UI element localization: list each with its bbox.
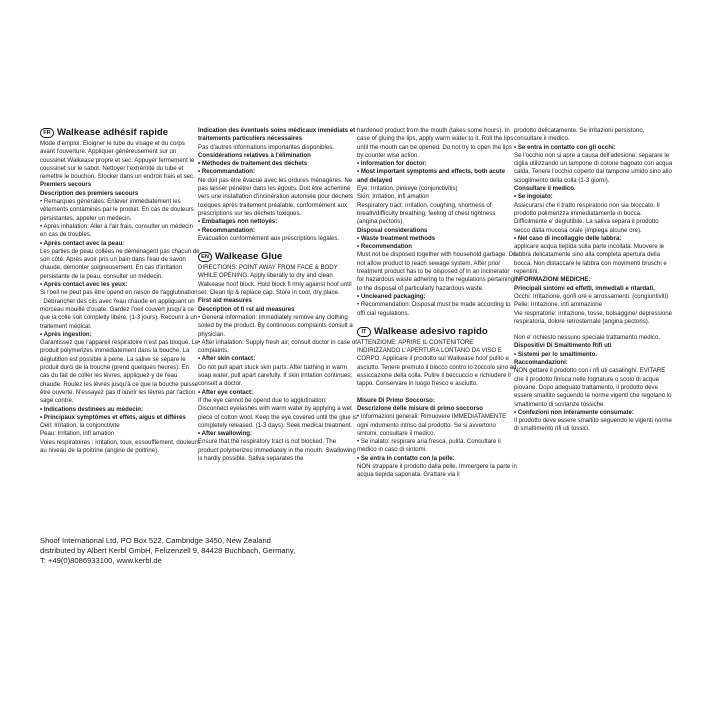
column-second [198, 127, 358, 463]
footer-line: Shoof International Ltd, PO Box 522, Cambridge 3450, New Zealand [40, 536, 271, 545]
en-heading: • Information for doctor: [357, 160, 427, 168]
fr-heading: Description des premiers secours [40, 189, 139, 197]
fr-text: Les parties de peau collées ne déménagent pas chacun de son côté. Après avoir pris un bain dans l'eau de savon chaude, démonter soigneusement. En cas d'irritation persistante de la peau, consulter un médecin. [40, 247, 200, 280]
it-heading: • Sistemi per lo smaltimento. [514, 350, 598, 358]
en-heading: Disposal considerations [357, 226, 428, 234]
language-badge-it: IT [357, 327, 371, 337]
it-heading: Misure Di Primo Soccorso: [357, 396, 435, 404]
footer-line: distributed by Albert Kerbl GmbH, Felizenzell 9, 84428 Buchbach, Germany, [40, 546, 296, 555]
en-text: Ensure that the respiratory tract is not blocked. The product polymerizes immediately in the mouth. Swallowing is hardly possible. Saliva separates the [198, 438, 356, 462]
it-heading: INFORMAZIONI MEDICHE: [514, 276, 591, 284]
en-heading: • After eye contact: [198, 388, 254, 396]
en-heading: • After swallowing: [198, 430, 253, 438]
it-text: NON strappare il prodotto dalla pelle. Immergere la parte in acqua tiepida saponata. Grattare via il [357, 462, 517, 479]
it-text: applicare acqua tiepida sulla parte incollata. Muovere le labbra delicatamente sino alla completa apertura della bocca. Non distaccare le labbra con movimenti bruschi e repentini. [514, 243, 667, 276]
fr-text: Evacuation conformément aux prescriptions légales. [198, 234, 340, 242]
fr-heading: • Après contact avec la peau: [40, 239, 125, 247]
it-heading: Raccomandazioni: [514, 359, 568, 367]
fr-text: Voies respiratoires : irritation, toux, essoufflement, douleurs au niveau de la poitrine (angine de poitrine). [40, 438, 200, 454]
en-heading: • After skin contact: [198, 355, 256, 363]
italian-title-text: Walkease adesivo rapido [374, 325, 488, 337]
en-text: If the eye cannot be opend due to agglutination: Disconnect eyelashes with warm water by applying a wet piece of cotton wool. Keep the eye covered until the glue is completely released. (1-3 days). Seek medical treatment. [198, 396, 357, 429]
fr-heading: • Principaux symptômes et effets, aigus et différés [40, 413, 186, 421]
column-french [40, 127, 200, 455]
fr-text: • Après inhalation: Aller à l'air frais, consulter un médecin en cas de troubles. [40, 222, 194, 239]
it-text: Vie respiratorie: irritazione, tosse, bolsaggine/ depressione respiratoria, dolore retrosternale (angina pectoris). [514, 309, 673, 325]
fr-heading: • Après contact avec les yeux: [40, 281, 128, 289]
en-heading: Description of fi rst aid measures [198, 305, 295, 313]
en-heading: • Uncleaned packaging: [357, 292, 426, 300]
en-heading: • Waste treatment methods [357, 234, 436, 242]
french-title [40, 127, 200, 139]
french-title-text: Walkease adhésif rapide [57, 127, 169, 138]
language-badge-en: EN [198, 252, 212, 262]
fr-text: Oeil: Irritation, la conjonctivite [40, 422, 120, 430]
it-heading: Descrizione delle misure di primo soccorso [357, 404, 483, 412]
it-heading: • Se ingoiato: [514, 193, 553, 201]
it-heading: • Se entra in contatto con gli occhi: [514, 143, 616, 151]
it-heading: • Se entra in contatto con la pelle: [357, 454, 455, 462]
it-heading: Consultare il medico. [514, 185, 576, 193]
en-text: • Recommendation: Disposal must be made according to offi cial regulations. [357, 301, 511, 317]
it-text: • Informazioni generali: Rimuovere IMMEDIATAMENTE ogni indumento intriso dal prodotto. Se si avvertono sintomi, consultare il medico. [357, 413, 507, 437]
en-text: • General information: Immediately remove any clothing soiled by the product. By continuous complaints consult a physician. [198, 313, 353, 338]
fr-directions: Mode d'emploi: Eloigner le tube du visage et du corps avant l'ouverture. Appliquer généreusement sur un coussinet Walkease propre et sec. Appuyer fermement le coussinet sur le sabot. Nettoyer l'extrémité du tube et remettre le bouchon. Stocker dans un endroit frais et sec. [40, 140, 195, 181]
fr-text: Si l'oeil ne peut pas être opend en raison de l'agglutination : Débrancher des cils avec l'eau chaude en appliquant un morceau mouillé d'ouate. Gardez l'oeil couvert jusqu'à ce que la colle soit completly libéré. (1-3 jours). Recourir à un traitement médical. [40, 289, 198, 330]
it-text: • Se inalato: respirare aria fresca, pulita. Consultare il medico in caso di sintomi. [357, 438, 501, 454]
column-third [357, 127, 517, 480]
en-text: Eye: Irritation, pinkeye (conjunctivitis) [357, 185, 458, 193]
en-text: Do not pull apart stuck skin parts. After bathing in warm soap water, pull apart carefully. If skin irritation continues, consult a doctor. [198, 363, 352, 388]
it-text: Assicurarsi che il tratto respiratorio non sia bloccato. Il prodotto polimerizza immediatamente in bocca. Difficilmente e' deglutibile. La saliva separa il prodotto secco dalla mucosa orale (impiega alcune ore). [514, 201, 660, 234]
italian-title [357, 326, 517, 338]
it-text: Non e' richiesto nessuno speciale trattamento medico. [514, 334, 661, 342]
footer-line: T: +49(0)8086933100, www.kerbl.de [40, 556, 162, 565]
en-text: Respiratory tract: irritation, coughing, shortness of breath/difficulty breathing, feeling of chest tightness (angina pectoris). [357, 201, 496, 226]
en-text: Skin: Irritation, infl amation [357, 193, 429, 201]
fr-heading: • Après ingestion: [40, 330, 92, 338]
it-text: Occhi: Irritazione, gonfi ore e arrossamenti. (congiuntiviti) [514, 292, 669, 300]
en-text: Must not be disposed together with household garbage. Do not allow product to reach sewage system. After prior treatment product has to be disposed of in an incinerator for hazardous waste adhering to the regulations pertaining to the disposal of particularly hazardous waste. [357, 251, 517, 292]
column-fourth [514, 127, 674, 434]
distributor-footer [40, 536, 340, 566]
english-title [198, 251, 358, 263]
fr-text: Peau: Irritation, infl amation [40, 430, 115, 438]
fr-heading: • Recommandation: [198, 168, 255, 176]
fr-heading: • Recommandation: [198, 226, 255, 234]
english-title-text: Walkease Glue [215, 251, 283, 263]
fr-text: Garantissez que l'appareil respiratoire n'est pas bloqué. Le produit polymerizes immédiatement dans la bouche. La déglutition est possible à peine. La salive se sépare le produit durci de la bouche (prend quelques heures). En cas du fait de coller les lèvres, appliquez-y de l'eau chaude. Roulez les lèvres jusqu'à ce que la bouche puisse être ouverte. N'essayez pas d'ouvrir les lèvres par l'action sage contre. [40, 339, 199, 405]
fr-heading: Indication des éventuels soins médicaux immédiats et traitements particuliers nécessaires [198, 127, 356, 143]
it-text: Pelle: Irritazione, infi ammazione [514, 301, 603, 309]
it-heading: • Confezioni non interamente consumate: [514, 408, 634, 416]
fr-heading: • Méthodes de traitement des déchets [198, 160, 308, 168]
it-directions: ATTENZIONE: APRIRE IL CONTENITORE INDIRIZZANDO L'APERTURA LONTANO DA VISO E CORPO. Applicare il prodotto sul Walkease hoof pulito e asciutto. Tenere premuto il blocco contro lo zoccolo sino ad essiccazione della colla. Pulire il beccuccio e richiudere il tappo. Conservare in luogo fresco e asciutto. [357, 338, 517, 388]
language-badge-fr: FR [40, 128, 54, 138]
it-heading: Dispositivi Di Smaltimento Rifi uti [514, 342, 612, 350]
it-text: Se l'occhio non si apre a causa dell'adesione: separare le ciglia utilizzando un tampone di cotone bagnato con acqua calda. Tenere l'occhio coperto dal tampone umido sino allo scioglimento della colla (1-3 giorni). [514, 151, 673, 184]
en-text: hardened product from the mouth (takes some hours). In case of gluing the lips, apply warm water to it. Roll the lips until the mouth can be opened. Do not try to open the lips by counter wise action. [357, 127, 514, 159]
en-heading: First aid measures [198, 297, 252, 305]
fr-heading: Premiers secours [40, 181, 92, 189]
fr-heading: • Indications destinées au médecin: [40, 405, 144, 413]
en-text: • After inhalation: Supply fresh air; consult doctor in case of complaints. [198, 338, 357, 355]
fr-text: Pas d'autres informations importantes disponibles. [198, 143, 334, 151]
fr-heading: • Emballages non nettoyés: [198, 218, 278, 226]
fr-heading: Considérations relatives à l'élimination [198, 151, 311, 159]
it-heading: • Nel caso di incollaggio delle labbra: [514, 234, 622, 242]
it-text: Il prodotto deve essere smaltito seguendo le vigenti norme di smaltimento rifi uti tossici. [514, 417, 672, 433]
fr-text: Ne doit pas être évacué avec les ordures ménagères. Ne pas laisser pénétrer dans les égouts. Doit être acheminé vers une installation d'incinération autorisée pour déchets toxiques après traitement préalable, conformément aux prescriptions sur les déchets toxiques. [198, 176, 353, 217]
en-directions: DIRECTIONS: POINT AWAY FROM FACE & BODY WHILE OPENING. Apply liberally to dry and clean Walkease hoof block. Hold block fi rmly against hoof until set. Clean tip & replace cap. Store in cool, dry place. [198, 264, 352, 297]
en-heading: • Most important symptoms and effects, both acute and delayed [357, 168, 506, 184]
it-heading: Principali sintomi ed effetti, immediati e ritardati. [514, 284, 655, 292]
en-heading: • Recommendation [357, 243, 412, 251]
fr-text: • Remarques générales: Enlever immédiatement les vêtements contaminés par le produit. En cas de douleurs persistantes, appeler un médecin. [40, 198, 194, 222]
it-text: prodotto delicatamente. Se irritazioni persistono, consultare il medico. [514, 127, 645, 143]
it-text: NON gettare il prodotto con i rifi uti casalinghi. EVITARE che il prodotto finisca nelle fognature o scolo di acque piovane. Dopo adeguato trattamento, il prodotto deve essere smaltito seguendo le norme vigenti che regolano lo smaltimento di sostanze tossiche. [514, 367, 672, 408]
